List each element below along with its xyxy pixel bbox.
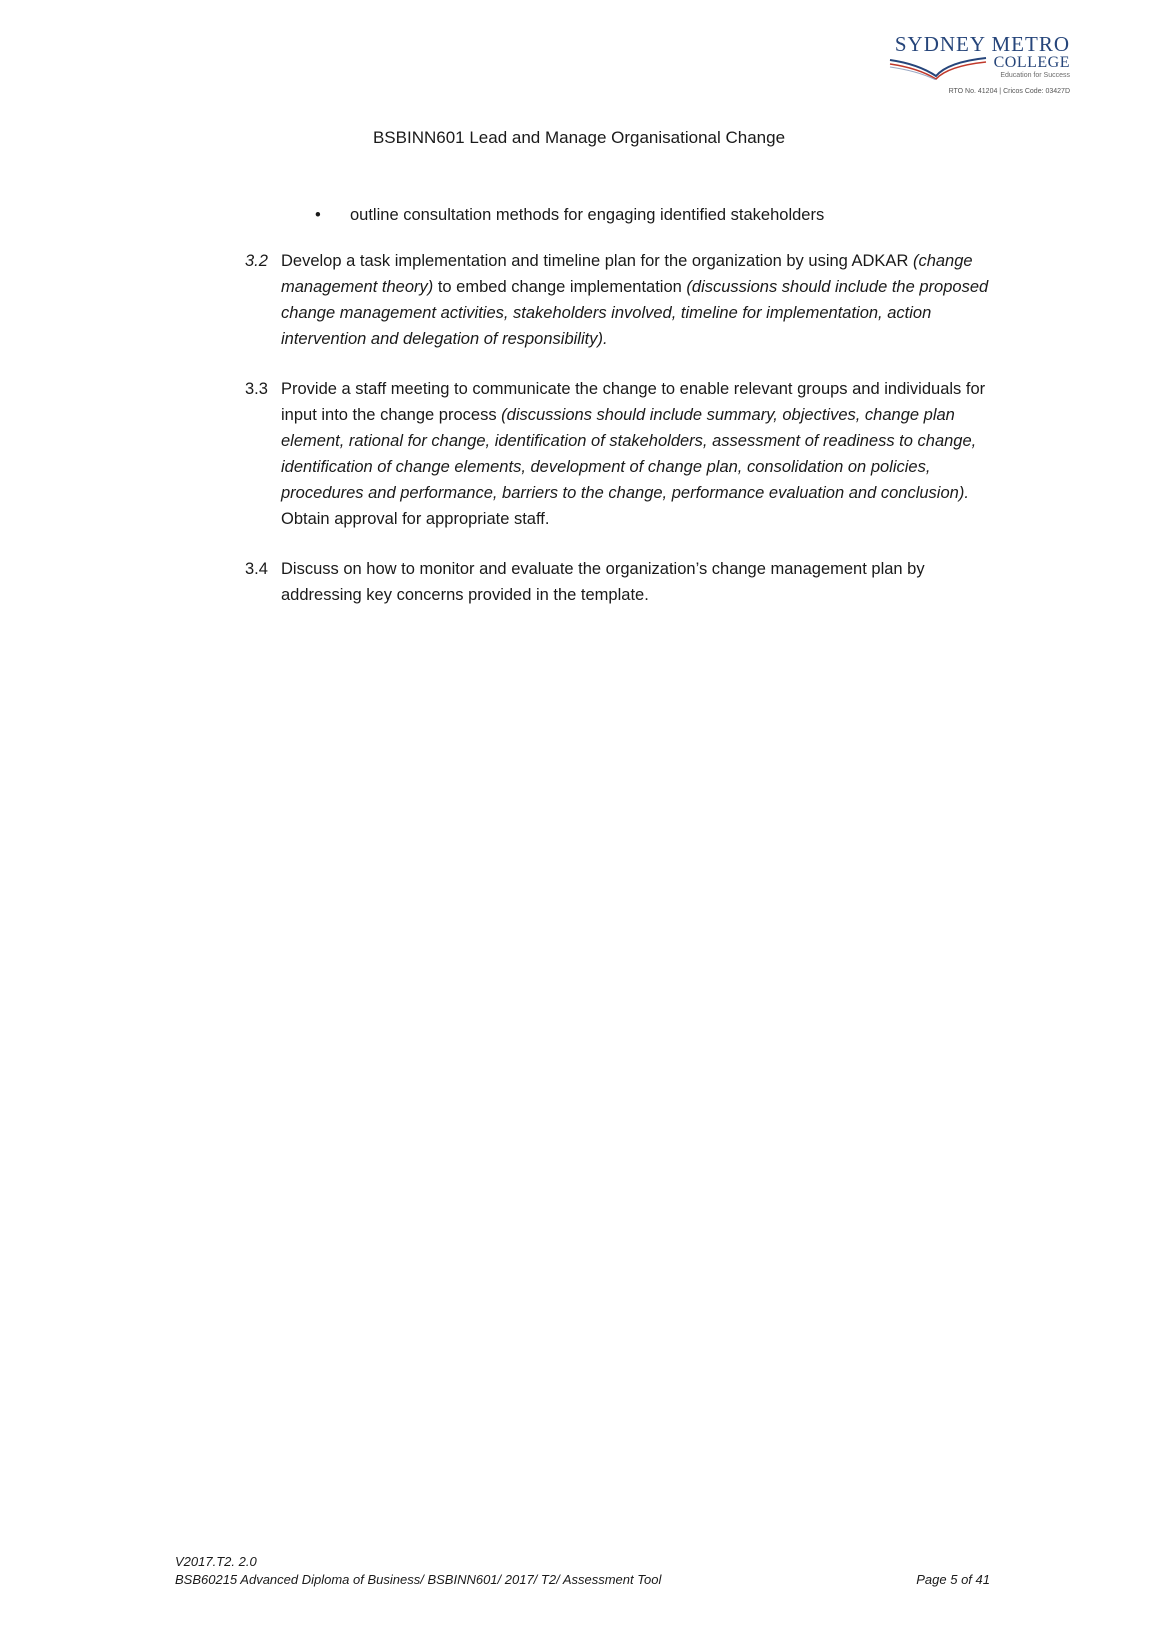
task-text-segment: to embed change implementation xyxy=(433,278,687,296)
bullet-item xyxy=(245,202,995,228)
task-text-segment: (discussions should include the proposed change management activities, stakeholders involved, timeline for implementation, action intervention and delegation of responsibility). xyxy=(281,278,989,348)
page-footer xyxy=(175,1553,990,1589)
bullet-text: outline consultation methods for engaging identified stakeholders xyxy=(350,206,825,224)
footer-line xyxy=(175,1571,990,1589)
task-item-3-3 xyxy=(245,376,995,532)
bullet-icon: • xyxy=(315,206,321,224)
page-header-title: BSBINN601 Lead and Manage Organisational Change xyxy=(372,128,786,147)
document-body xyxy=(245,202,995,632)
footer-version: V2017.T2. 2.0 xyxy=(175,1554,257,1569)
task-item-3-4 xyxy=(245,556,995,608)
college-logo xyxy=(888,30,1070,100)
task-text-segment: Discuss on how to monitor and evaluate the organization’s change management plan by addressing key concerns provided in the template. xyxy=(281,560,925,604)
logo-title: SYDNEY METRO xyxy=(894,32,1070,56)
logo-subtitle: COLLEGE xyxy=(993,54,1070,71)
footer-document-name: BSB60215 Advanced Diploma of Business/ BSBINN601/ 2017/ T2/ Assessment Tool xyxy=(175,1572,662,1587)
task-text-segment: Obtain approval for appropriate staff. xyxy=(281,510,550,528)
task-item-3-2 xyxy=(245,248,995,352)
task-number: 3.4 xyxy=(245,560,268,578)
task-text-segment: Provide a staff meeting to communicate the change to enable relevant groups and individuals for input into the change process xyxy=(281,380,986,424)
task-text-segment: Develop a task implementation and timeline plan for the organization by using ADKAR xyxy=(281,252,913,270)
task-text-segment: (discussions should include summary, objectives, change plan element, rational for change, identification of stakeholders, assessment of readiness to change, identification of change elements, development of change plan, consolidation on policies, procedures and performance, barriers to the change, performance evaluation and conclusion). xyxy=(281,406,977,502)
logo-rto-text: RTO No. 41204 | Cricos Code: 03427D xyxy=(948,88,1070,95)
task-number: 3.2 xyxy=(245,252,268,270)
logo-tagline: Education for Success xyxy=(1000,72,1070,79)
task-number: 3.3 xyxy=(245,380,268,398)
task-text-segment: (change management theory) xyxy=(281,252,973,296)
footer-page-number: Page 5 of 41 xyxy=(916,1572,990,1587)
